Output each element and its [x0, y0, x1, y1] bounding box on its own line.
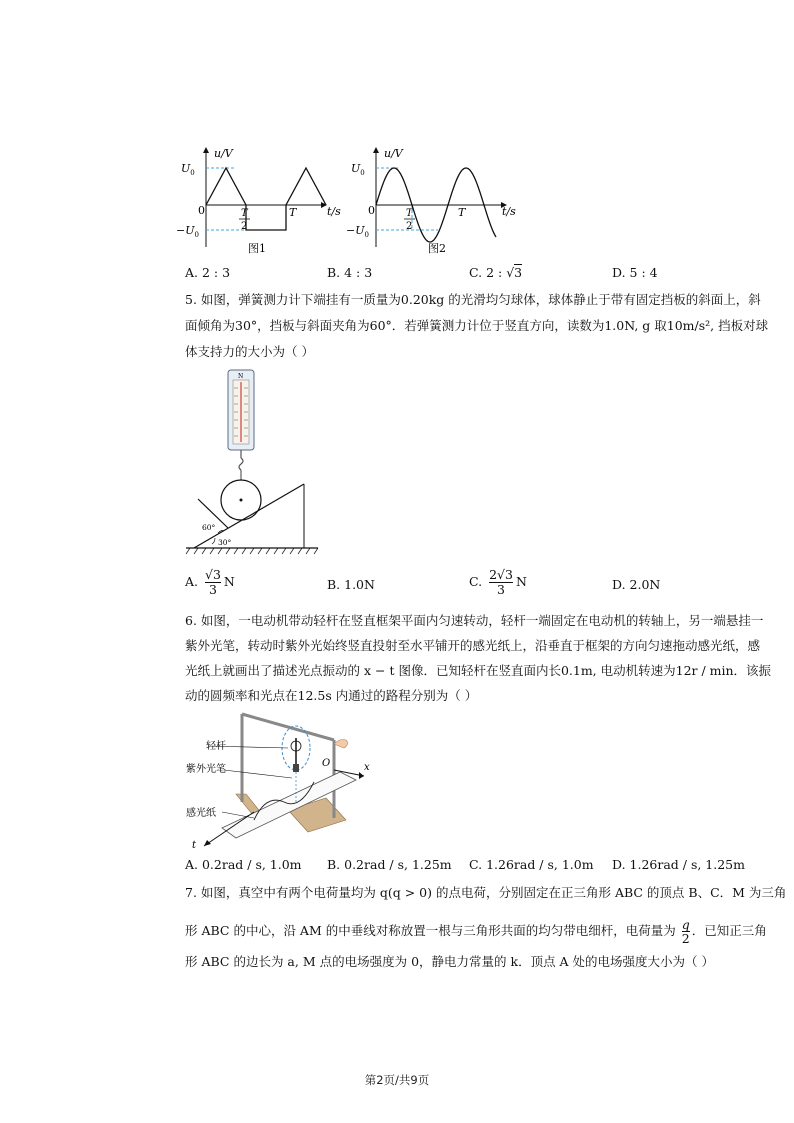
- fig1-caption: 图1: [248, 242, 266, 255]
- fig1-origin: 0: [198, 204, 205, 217]
- fig1-x-label: t/s: [327, 205, 341, 218]
- sqrt-icon: √: [506, 265, 515, 280]
- fig2-y-label: u/V: [384, 147, 403, 160]
- q5-line-1: 5. 如图，弹簧测力计下端挂有一质量为0.20kg 的光滑均匀球体，球体静止于带有固定挡板的斜面上，斜: [185, 292, 761, 307]
- q6-line-1: 6. 如图，一电动机带动轻杆在竖直框架平面内匀速转动，轻杆一端固定在电动机的转轴上，另一端悬挂一: [185, 613, 764, 628]
- label-o: O: [322, 758, 331, 769]
- angle-30-label: 30°: [218, 538, 232, 547]
- q5-line-3: 体支持力的大小为（ ）: [185, 344, 314, 359]
- q4-option-b: B. 4 : 3: [327, 265, 373, 280]
- q6-option-c: C. 1.26rad / s, 1.0m: [469, 857, 594, 872]
- q6-line-4: 动的圆频率和光点在12.5s 内通过的路程分别为（ ）: [185, 688, 478, 703]
- fig2-T: T: [458, 206, 466, 219]
- q4-option-c-root: 3: [514, 265, 523, 280]
- q4-option-d: D. 5 : 4: [612, 265, 658, 280]
- fig2-half-num: T: [406, 208, 413, 219]
- fig2-caption: 图2: [428, 242, 446, 255]
- q6-line-2: 紫外光笔，转动时紫外光始终竖直投射至水平铺开的感光纸上，沿垂直于框架的方向匀速拖动感光纸，感: [185, 638, 761, 653]
- q6-option-a: A. 0.2rad / s, 1.0m: [185, 857, 302, 872]
- q4-option-c: [469, 265, 522, 280]
- figure-1-graph: [176, 142, 346, 258]
- fig1-half-num: T: [241, 208, 248, 219]
- q5-line-2: 面倾角为30°，挡板与斜面夹角为60°．若弹簧测力计位于竖直方向，读数为1.0N, g 取10m/s², 挡板对球: [185, 318, 769, 333]
- fig2-half-den: 2: [406, 221, 413, 232]
- label-x: x: [364, 762, 370, 773]
- fig2-u0: $U_0$: [351, 162, 365, 177]
- q5-option-a: A. $\frac{√3}{3}$ N: [185, 567, 235, 597]
- q5-figure: [184, 368, 324, 556]
- q4-option-a: A. 2 : 3: [185, 265, 231, 280]
- label-paper: 感光纸: [186, 808, 216, 819]
- q7-line-1: 7. 如图，真空中有两个电荷量均为 q(q > 0) 的点电荷，分别固定在正三角形 ABC 的顶点 B、C．M 为三角: [185, 885, 787, 900]
- fig1-y-label: u/V: [214, 147, 233, 160]
- label-light-rod: 轻杆: [206, 741, 226, 752]
- label-t: t: [192, 840, 197, 851]
- label-uv-pen: 紫外光笔: [186, 764, 226, 775]
- q6-option-d: D. 1.26rad / s, 1.25m: [612, 857, 745, 872]
- angle-60-label: 60°: [202, 523, 216, 532]
- fig1-T: T: [289, 206, 297, 219]
- fig1-half-den: 2: [241, 221, 248, 232]
- page-footer: 第2页/共9页: [364, 1073, 430, 1087]
- q6-figure: [184, 708, 380, 852]
- q6-line-3: 光纸上就画出了描述光点振动的 x − t 图像．已知轻杆在竖直面内长0.1m, 电动机转速为12r / min．该振: [185, 663, 772, 678]
- q6-option-b: B. 0.2rad / s, 1.25m: [327, 857, 452, 872]
- fig1-u0: $U_0$: [181, 162, 195, 177]
- fig1-neg-u0: $-U_0$: [176, 224, 199, 239]
- q7-line-2: 形 ABC 的中心，沿 AM 的中垂线对称放置一根与三角形共面的均匀带电细杆，电荷量为 $\frac{q}{2}$ ．已知正三角: [185, 917, 767, 946]
- svg-text:N: N: [238, 373, 244, 380]
- fig2-origin: 0: [368, 204, 375, 217]
- q5-option-b: B. 1.0N: [327, 577, 375, 592]
- q7-line-3: 形 ABC 的边长为 a, M 点的电场强度为 0，静电力常量的 k．顶点 A 处的电场强度大小为（ ）: [185, 954, 715, 969]
- q5-option-c: C. $\frac{2√3}{3}$ N: [469, 567, 527, 597]
- hand-icon: [334, 740, 348, 749]
- figure-2-graph: [346, 142, 526, 258]
- q4-option-c-prefix: C. 2 :: [469, 265, 507, 280]
- q5-option-d: D. 2.0N: [612, 577, 661, 592]
- fig2-x-label: t/s: [502, 205, 516, 218]
- fig2-neg-u0: $-U_0$: [346, 224, 369, 239]
